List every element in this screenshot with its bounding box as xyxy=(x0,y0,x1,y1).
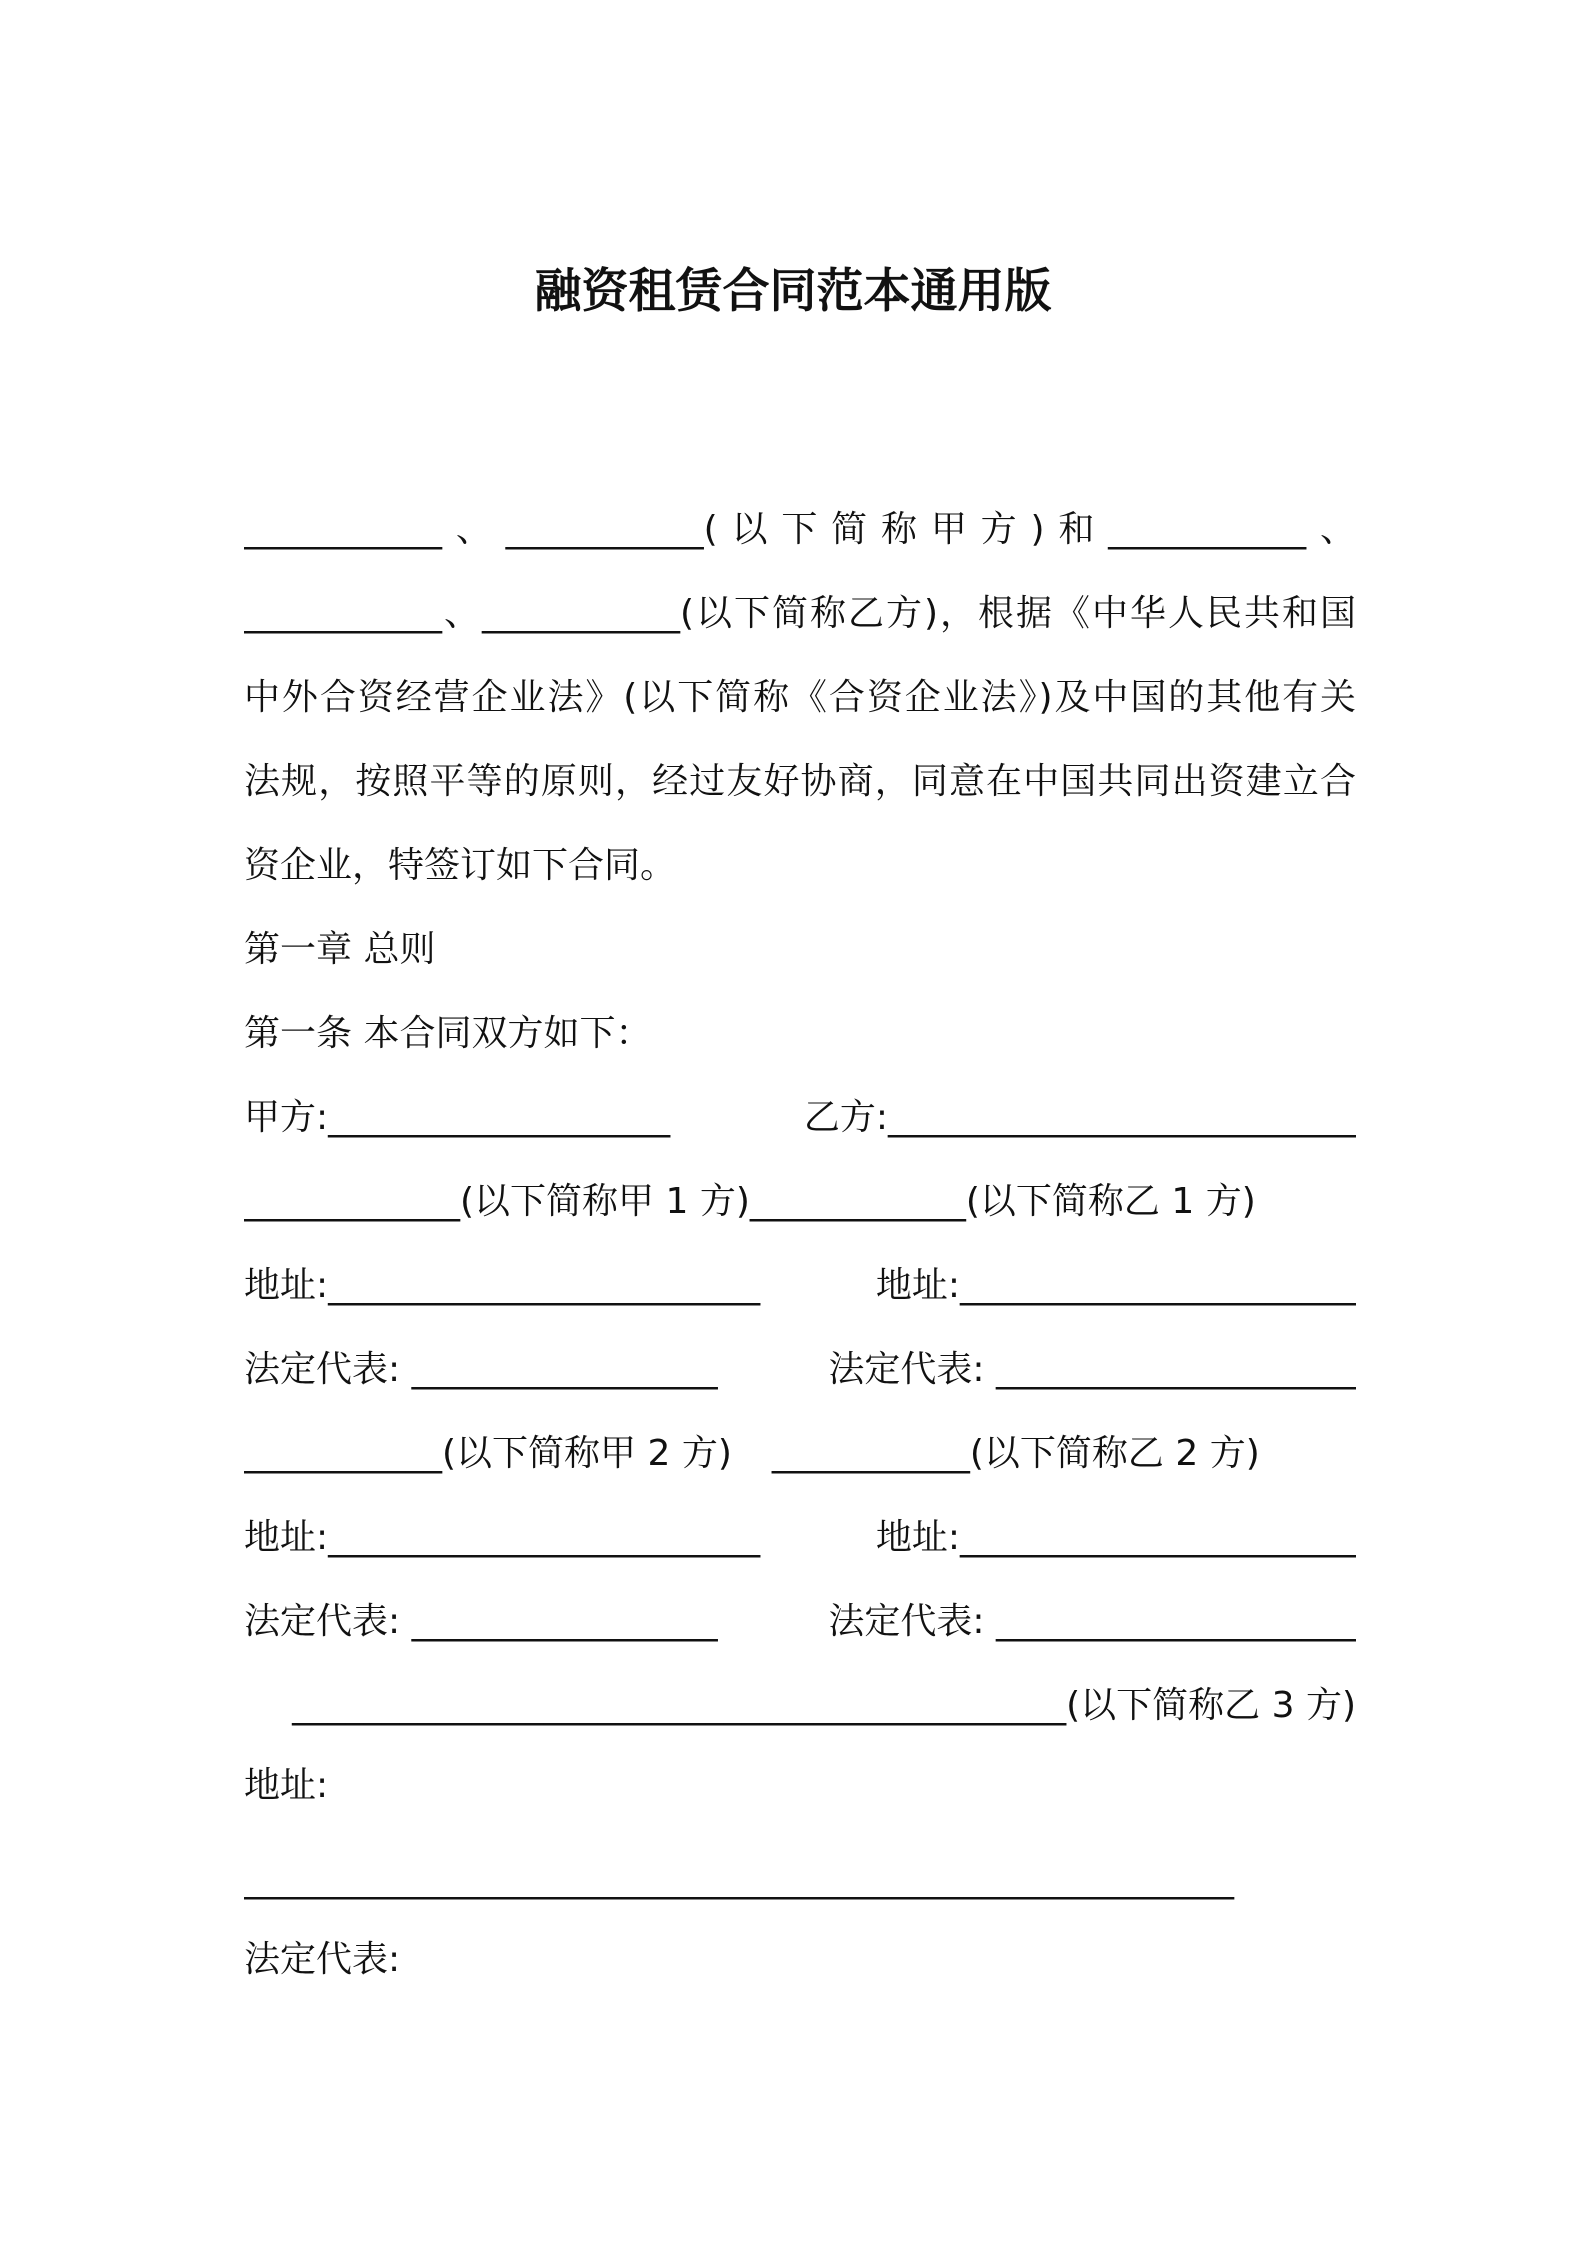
rep-a2-field: 法定代表: _________________ xyxy=(244,1601,718,1642)
party-a-field: 甲方:___________________ xyxy=(244,1097,671,1138)
party-b1-field: ____________(以下简称乙 1 方) xyxy=(749,1181,1256,1222)
rep-b2-field: 法定代表: ____________________ xyxy=(828,1601,1356,1642)
document-title: 融资租赁合同范本通用版 xyxy=(534,264,1052,319)
address-b1-field: 地址:______________________ xyxy=(875,1265,1356,1306)
party-b-field: 乙方:__________________________ xyxy=(803,1097,1356,1138)
paragraph-line: 资企业，特签订如下合同。 xyxy=(244,845,677,886)
address-a1-field: 地址:________________________ xyxy=(244,1265,761,1306)
address-b2-field: 地址:______________________ xyxy=(875,1517,1356,1558)
paragraph-line: ___________、___________(以下简称甲方)和___________、 xyxy=(244,509,1356,550)
rep-b1-field: 法定代表: ____________________ xyxy=(828,1349,1356,1390)
paragraph-line: ___________、___________(以下简称乙方)，根据《中华人民共和国 xyxy=(244,593,1356,634)
paragraph-line: 法规，按照平等的原则，经过友好协商，同意在中国共同出资建立合 xyxy=(244,761,1356,802)
party-row xyxy=(244,1429,1356,1479)
address-b3-line: _______________________________________________________ xyxy=(244,1859,1234,1900)
party-b2-field: ___________(以下简称乙 2 方) xyxy=(771,1433,1260,1474)
chapter-heading: 第一章 总则 xyxy=(244,929,436,970)
representative-row xyxy=(244,1597,1356,1647)
article-heading: 第一条 本合同双方如下： xyxy=(244,1013,652,1054)
rep-a1-field: 法定代表: _________________ xyxy=(244,1349,718,1390)
paragraph-line: 中外合资经营企业法》(以下简称《合资企业法》)及中国的其他有关 xyxy=(244,677,1356,718)
address-row xyxy=(244,1513,1356,1563)
representative-row xyxy=(244,1345,1356,1395)
party-row xyxy=(244,1177,1356,1227)
party-b3-field: ___________________________________________(以下简称乙 3 方) xyxy=(292,1685,1356,1726)
party-a1-field: ____________(以下简称甲 1 方) xyxy=(244,1181,750,1222)
address-a2-field: 地址:________________________ xyxy=(244,1517,761,1558)
party-row xyxy=(244,1093,1356,1143)
rep-b3-label: 法定代表: xyxy=(244,1939,401,1980)
address-row xyxy=(244,1261,1356,1311)
address-b3-label: 地址: xyxy=(244,1765,329,1806)
party-a2-field: ___________(以下简称甲 2 方) xyxy=(244,1433,732,1474)
